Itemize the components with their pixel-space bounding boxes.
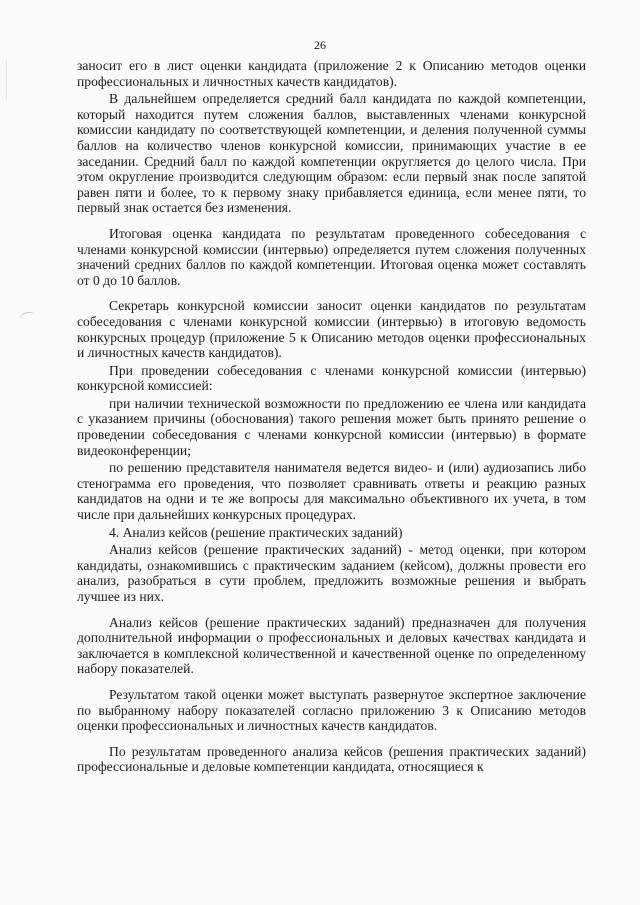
paragraph-2: В дальнейшем определяется средний балл кандидата по каждой компетенции, который находится путем сложения баллов, выставленных членами конкурсной комиссии кандидату по соответствующей компетенции, и деления полученной суммы баллов на количество членов конкурсной комиссии, принимающих участие в ее заседании. Средний балл по каждой компетенции округляется до целого числа. При этом округление производится следующим образом: если первый знак после запятой равен пяти и более, то к первому знаку прибавляется единица, если менее пяти, то первый знак остается без изменения. — [77, 91, 586, 216]
paragraph-5: При проведении собеседования с членами конкурсной комиссии (интервью) конкурсной комиссией: — [77, 362, 586, 394]
scan-edge-mark — [6, 60, 7, 100]
paragraph-6: при наличии технической возможности по предложению ее члена или кандидата с указанием причины (обоснования) такого решения может быть принято решение о проведении собеседования с членами конкурсной комиссии (интервью) в формате видеоконференции; — [77, 395, 586, 458]
paragraph-9: Анализ кейсов (решение практических заданий) - метод оценки, при котором кандидаты, ознакомившись с практическим заданием (кейсом), должны провести его анализ, разобраться в сути проблем, предложить возможные решения и выбрать лучшее из них. — [77, 542, 586, 604]
section-heading-case-analysis: 4. Анализ кейсов (решение практических заданий) — [109, 524, 403, 540]
margin-pencil-mark — [19, 310, 37, 324]
paragraph-3: Итоговая оценка кандидата по результатам проведенного собеседования с членами конкурсной комиссии (интервью) определяется путем сложения полученных значений средних баллов по каждой компетенции. Итоговая оценка может составлять от 0 до 10 баллов. — [77, 225, 586, 288]
paragraph-10: Анализ кейсов (решение практических заданий) предназначен для получения дополнительной информации о профессиональных и деловых качествах кандидата и заключается в комплексной количественной и качественной оценке по определенному набору показателей. — [77, 614, 586, 677]
page-number: 26 — [314, 38, 326, 52]
paragraph-11: Результатом такой оценки может выступать развернутое экспертное заключение по выбранному набору показателей согласно приложению 3 к Описанию методов оценки профессиональных и личностных качеств кандидатов. — [77, 686, 586, 734]
document-body — [77, 58, 586, 777]
paragraph-1: заносит его в лист оценки кандидата (приложение 2 к Описанию методов оценки профессиональных и личностных качеств кандидатов). — [77, 58, 586, 89]
paragraph-7: по решению представителя нанимателя ведется видео- и (или) аудиозапись либо стенограмма его проведения, что позволяет сравнивать ответы и реакцию разных кандидатов на одни и те же вопросы для максимально объективного их учета, в том числе при дальнейших конкурсных процедурах. — [77, 460, 586, 523]
paragraph-4: Секретарь конкурсной комиссии заносит оценки кандидатов по результатам собеседования с членами конкурсной комиссии (интервью) в итоговую ведомость конкурсных процедур (приложение 5 к Описанию методов оценки профессиональных и личностных качеств кандидатов). — [77, 298, 586, 361]
paragraph-12: По результатам проведенного анализа кейсов (решения практических заданий) профессиональные и деловые компетенции кандидата, относящиеся к — [77, 743, 586, 775]
